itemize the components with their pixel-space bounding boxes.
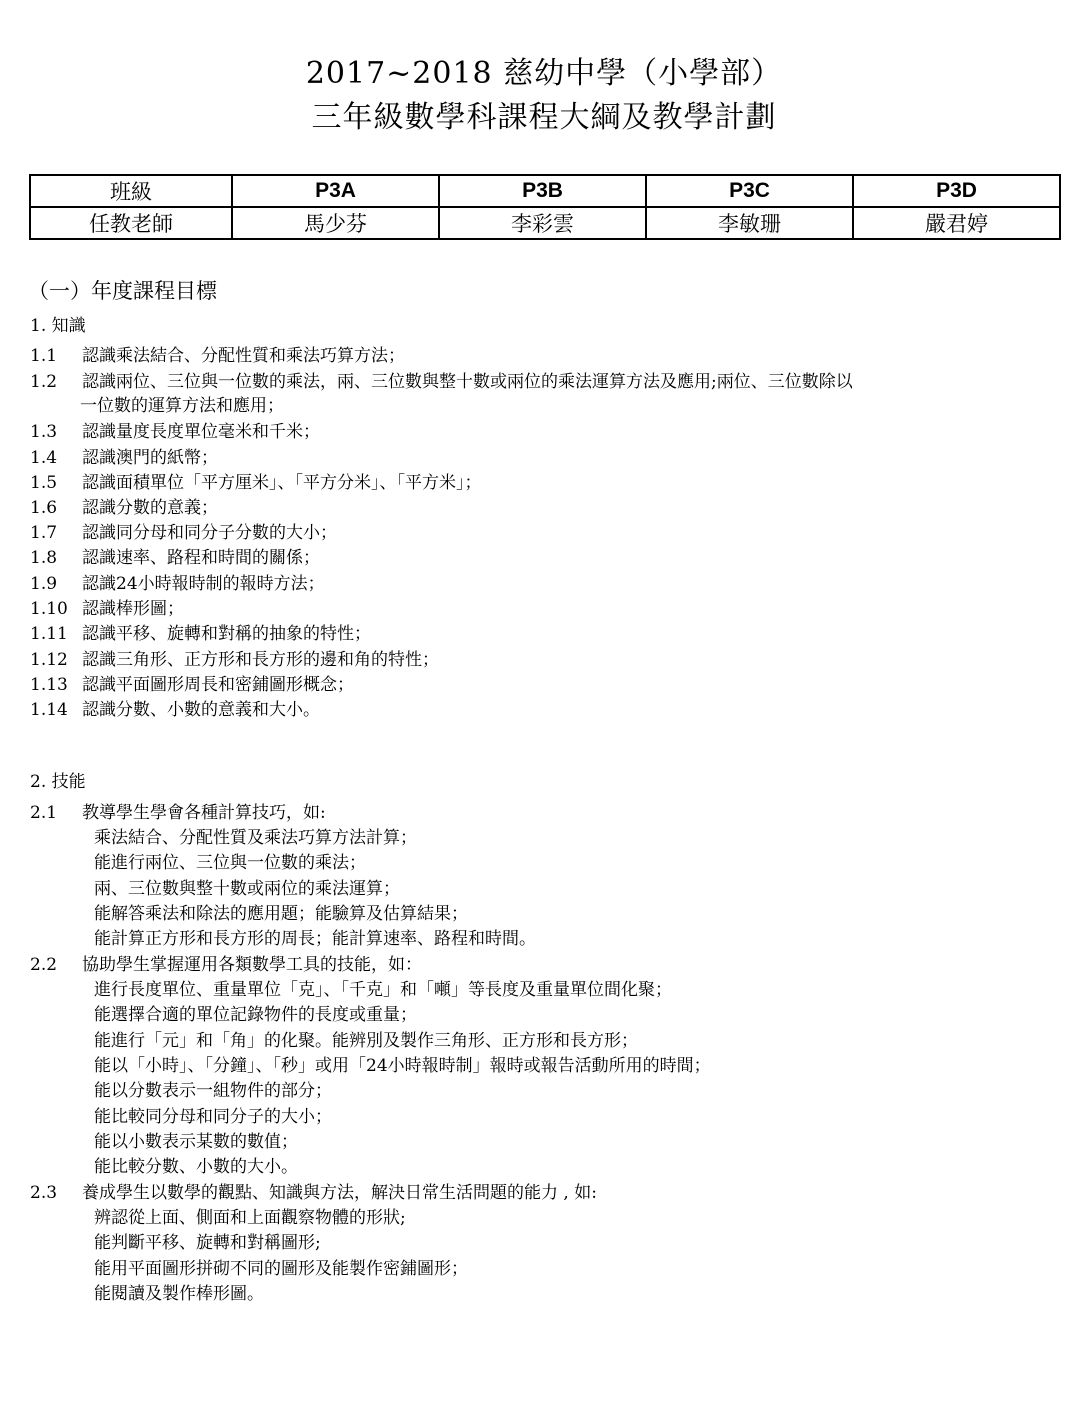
table-header-cell: P3A [232, 175, 439, 207]
list-item [30, 471, 482, 495]
sub-item: 能解答乘法和除法的應用題；能驗算及估算結果； [94, 904, 468, 924]
sub-item: 能選擇合適的單位記錄物件的長度或重量； [94, 1005, 417, 1025]
sub-item: 能比較分數、小數的大小。 [94, 1157, 298, 1177]
sub-item: 能計算正方形和長方形的周長；能計算速率、路程和時間。 [94, 929, 536, 949]
item-number: 1.6 [30, 498, 58, 518]
item-number: 1.9 [30, 574, 58, 594]
list-item [30, 420, 320, 444]
list-item [30, 344, 405, 368]
sub-item: 能比較同分母和同分子的大小； [94, 1107, 332, 1127]
item-number: 1.4 [30, 448, 58, 468]
item-text: 認識平面圖形周長和密鋪圖形概念； [82, 675, 354, 695]
item-text-continuation: 一位數的運算方法和應用； [80, 396, 284, 416]
item-text: 認識三角形、正方形和長方形的邊和角的特性； [82, 650, 439, 670]
item-text: 認識面積單位「平方厘米」、「平方分米」、「平方米」； [82, 473, 482, 493]
item-number: 1.10 [30, 599, 68, 619]
list-item [30, 622, 371, 646]
table-header-cell: P3C [646, 175, 853, 207]
table-cell: 任教老師 [30, 207, 232, 239]
list-item [30, 546, 320, 570]
list-item [30, 572, 325, 596]
item-text: 認識分數、小數的意義和大小。 [82, 700, 320, 720]
list-item [30, 521, 337, 545]
sub-item: 能以分數表示一組物件的部分； [94, 1081, 332, 1101]
list-item [30, 648, 439, 672]
sub-item: 乘法結合、分配性質及乘法巧算方法計算； [94, 828, 417, 848]
list-item [30, 597, 184, 621]
item-number: 2.1 [30, 803, 58, 823]
item-text: 認識分數的意義； [82, 498, 218, 518]
sub-item: 辨認從上面、側面和上面觀察物體的形狀; [94, 1208, 406, 1228]
item-number: 1.1 [30, 346, 58, 366]
item-number: 2.2 [30, 955, 58, 975]
table-cell: 李敏珊 [646, 207, 853, 239]
table-cell: 馬少芬 [232, 207, 439, 239]
table-row [30, 207, 1060, 239]
item-text: 認識棒形圖； [82, 599, 184, 619]
section-title: （一）年度課程目標 [28, 279, 217, 303]
table-header-cell: 班級 [30, 175, 232, 207]
document-title-line2: 三年級數學科課程大綱及教學計劃 [311, 100, 777, 135]
list-item [30, 953, 422, 977]
item-number: 2.3 [30, 1183, 58, 1203]
sub-item: 能進行兩位、三位與一位數的乘法； [94, 853, 366, 873]
list-item [30, 446, 218, 470]
table-row [30, 175, 1060, 207]
table-cell: 李彩雲 [439, 207, 646, 239]
item-number: 1.3 [30, 422, 58, 442]
skills-heading: 2. 技能 [30, 772, 86, 792]
item-text: 認識澳門的紙幣； [82, 448, 218, 468]
list-item [30, 496, 218, 520]
item-text: 認識兩位、三位與一位數的乘法，兩、三位數與整十數或兩位的乘法運算方法及應用;兩位、三位數除以 [82, 372, 853, 392]
item-text: 認識乘法結合、分配性質和乘法巧算方法； [82, 346, 405, 366]
list-item [30, 673, 354, 697]
item-text: 認識平移、旋轉和對稱的抽象的特性； [82, 624, 371, 644]
item-text: 養成學生以數學的觀點、知識與方法，解決日常生活問題的能力 , 如: [82, 1183, 597, 1203]
document-title-line1: 2017~2018 慈幼中學（小學部） [305, 56, 783, 91]
item-number: 1.2 [30, 372, 58, 392]
item-number: 1.11 [30, 624, 68, 644]
table-header-cell: P3D [853, 175, 1060, 207]
sub-item: 能以「小時」、「分鐘」、「秒」或用「24小時報時制」報時或報告活動所用的時間； [94, 1056, 711, 1076]
list-item [30, 370, 853, 394]
sub-item: 能用平面圖形拼砌不同的圖形及能製作密鋪圖形； [94, 1259, 468, 1279]
item-text: 認識量度長度單位毫米和千米； [82, 422, 320, 442]
list-item [30, 698, 320, 722]
item-number: 1.13 [30, 675, 68, 695]
list-item [30, 801, 326, 825]
sub-item: 能判斷平移、旋轉和對稱圖形; [94, 1233, 321, 1253]
sub-item: 能閱讀及製作棒形圖。 [94, 1284, 264, 1304]
item-text: 協助學生掌握運用各類數學工具的技能，如： [82, 955, 422, 975]
sub-item: 能以小數表示某數的數值； [94, 1132, 298, 1152]
sub-item: 能進行「元」和「角」的化聚。能辨別及製作三角形、正方形和長方形； [94, 1031, 638, 1051]
item-number: 1.14 [30, 700, 68, 720]
item-text: 認識24小時報時制的報時方法； [82, 574, 325, 594]
teacher-table [29, 174, 1061, 240]
item-number: 1.5 [30, 473, 58, 493]
table-header-cell: P3B [439, 175, 646, 207]
sub-item: 進行長度單位、重量單位「克」、「千克」和「噸」等長度及重量單位間化聚； [94, 980, 672, 1000]
item-number: 1.7 [30, 523, 58, 543]
sub-item: 兩、三位數與整十數或兩位的乘法運算； [94, 879, 400, 899]
item-text: 認識同分母和同分子分數的大小； [82, 523, 337, 543]
item-text: 教導學生學會各種計算技巧，如: [82, 803, 326, 823]
item-number: 1.8 [30, 548, 58, 568]
item-number: 1.12 [30, 650, 68, 670]
item-text: 認識速率、路程和時間的關係； [82, 548, 320, 568]
knowledge-heading: 1. 知識 [30, 316, 86, 336]
list-item [30, 1181, 597, 1205]
table-cell: 嚴君婷 [853, 207, 1060, 239]
